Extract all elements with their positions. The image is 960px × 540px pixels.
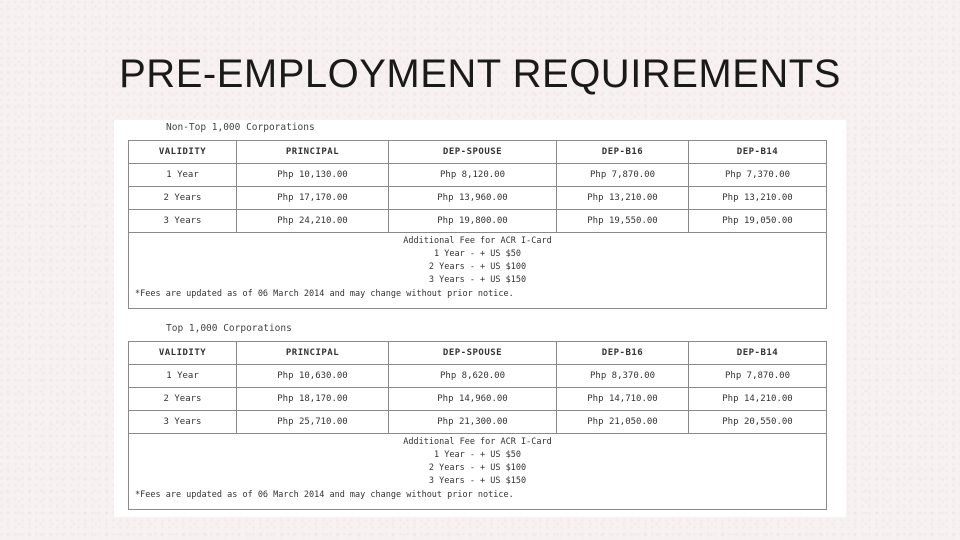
notes-cell [129,233,827,309]
table-row [129,411,827,434]
table-cell: Php 17,170.00 [237,187,389,210]
acr-fee-heading: Additional Fee for ACR I-Card [403,437,552,447]
notes-cell [129,434,827,510]
table-cell: Php 18,170.00 [237,388,389,411]
header-validity: VALIDITY [129,141,237,164]
table-cell: Php 14,710.00 [557,388,689,411]
table-label-non-top: Non-Top 1,000 Corporations [166,122,315,133]
table-cell: Php 7,370.00 [689,164,827,187]
table-cell: Php 25,710.00 [237,411,389,434]
header-dep-b14: DEP-B14 [689,141,827,164]
table-header-row [129,342,827,365]
table-cell: Php 21,300.00 [389,411,557,434]
table-cell: Php 8,620.00 [389,365,557,388]
table-row [129,365,827,388]
table-cell: Php 19,800.00 [389,210,557,233]
acr-fee-line: 2 Years - + US $100 [428,262,527,272]
table-cell: Php 7,870.00 [689,365,827,388]
table-row [129,187,827,210]
table-cell: Php 14,960.00 [389,388,557,411]
header-validity: VALIDITY [129,342,237,365]
acr-fee-line: 1 Year - + US $50 [434,450,521,460]
notes-row [129,434,827,510]
table-cell: Php 13,210.00 [557,187,689,210]
acr-fee-heading: Additional Fee for ACR I-Card [403,236,552,246]
header-dep-b14: DEP-B14 [689,342,827,365]
table-cell: Php 24,210.00 [237,210,389,233]
table-row [129,164,827,187]
fee-footnote: *Fees are updated as of 06 March 2014 and may change without prior notice. [135,289,514,299]
table-cell: Php 20,550.00 [689,411,827,434]
slide-title: PRE-EMPLOYMENT REQUIREMENTS [119,52,841,96]
table-row [129,388,827,411]
table-cell: 2 Years [129,187,237,210]
header-dep-b16: DEP-B16 [557,342,689,365]
notes-row [129,233,827,309]
acr-fee-line: 3 Years - + US $150 [428,275,527,285]
acr-fee-line: 1 Year - + US $50 [434,249,521,259]
table-cell: 1 Year [129,164,237,187]
fee-table-non-top [128,140,827,309]
table-header-row [129,141,827,164]
header-dep-spouse: DEP-SPOUSE [389,342,557,365]
table-cell: 3 Years [129,411,237,434]
header-principal: PRINCIPAL [237,342,389,365]
table-cell: 3 Years [129,210,237,233]
table-cell: Php 8,120.00 [389,164,557,187]
table-cell: Php 13,960.00 [389,187,557,210]
fee-footnote: *Fees are updated as of 06 March 2014 and may change without prior notice. [135,490,514,500]
fee-schedule-image [114,120,846,517]
table-label-top: Top 1,000 Corporations [166,323,292,334]
table-cell: 2 Years [129,388,237,411]
table-cell: Php 21,050.00 [557,411,689,434]
table-cell: Php 13,210.00 [689,187,827,210]
header-dep-spouse: DEP-SPOUSE [389,141,557,164]
table-cell: Php 19,550.00 [557,210,689,233]
header-dep-b16: DEP-B16 [557,141,689,164]
table-cell: Php 10,130.00 [237,164,389,187]
header-principal: PRINCIPAL [237,141,389,164]
table-cell: Php 7,870.00 [557,164,689,187]
acr-fee-line: 3 Years - + US $150 [428,476,527,486]
table-cell: 1 Year [129,365,237,388]
table-cell: Php 14,210.00 [689,388,827,411]
table-row [129,210,827,233]
fee-table-top [128,341,827,510]
table-cell: Php 8,370.00 [557,365,689,388]
acr-fee-line: 2 Years - + US $100 [428,463,527,473]
table-cell: Php 10,630.00 [237,365,389,388]
table-cell: Php 19,050.00 [689,210,827,233]
